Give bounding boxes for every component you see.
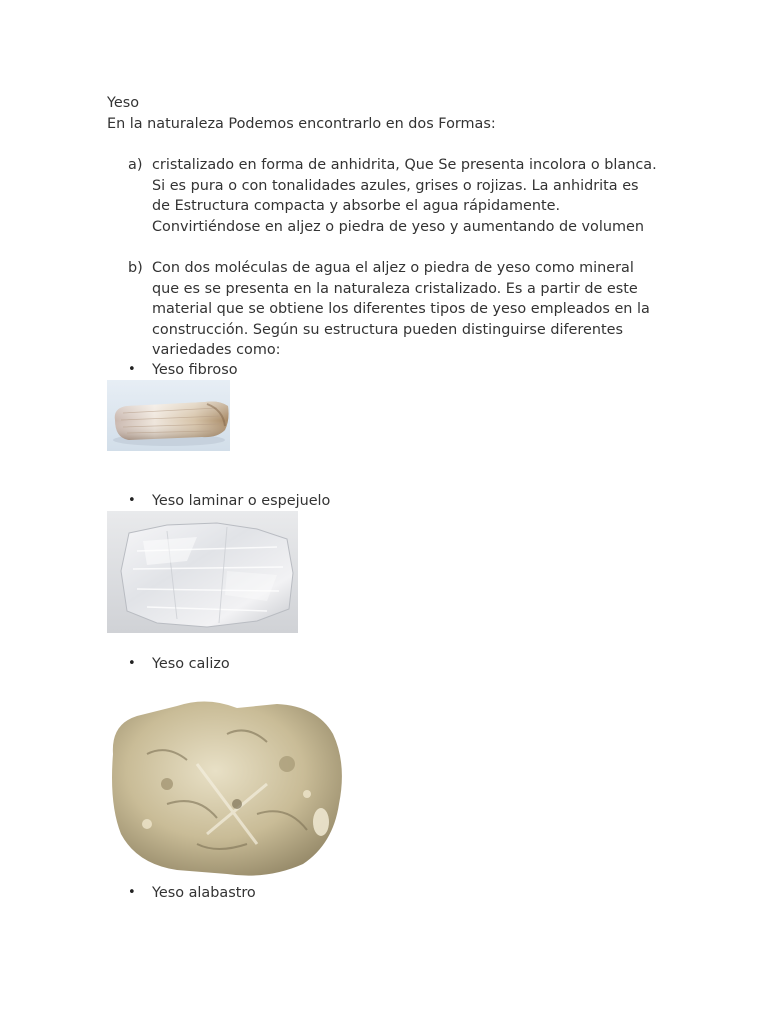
list-item-b-line: construcción. Según su estructura pueden distinguirse diferentes xyxy=(152,321,623,338)
list-marker-a: a) xyxy=(128,157,143,173)
yeso-laminar-image xyxy=(107,511,298,633)
intro-paragraph: En la naturaleza Podemos encontrarlo en dos Formas: xyxy=(107,116,496,132)
bullet-icon: • xyxy=(128,493,136,508)
variety-label-fibroso: Yeso fibroso xyxy=(152,362,238,378)
yeso-fibroso-image xyxy=(107,380,230,451)
list-item-a-line: cristalizado en forma de anhidrita, Que Se presenta incolora o blanca. xyxy=(152,157,657,173)
yeso-calizo-image xyxy=(107,694,352,883)
variety-label-alabastro: Yeso alabastro xyxy=(152,885,256,901)
list-item-a-line: Si es pura o con tonalidades azules, grises o rojizas. La anhidrita es xyxy=(152,177,639,194)
list-item-a-line: Convirtiéndose en aljez o piedra de yeso y aumentando de volumen xyxy=(152,218,644,235)
list-marker-b: b) xyxy=(128,260,143,276)
list-item-b-line: material que se obtiene los diferentes tipos de yeso empleados en la xyxy=(152,301,650,317)
list-item-b-line: Con dos moléculas de agua el aljez o piedra de yeso como mineral xyxy=(152,260,634,276)
list-item-a xyxy=(152,155,657,237)
list-item-a-line: de Estructura compacta y absorbe el agua rápidamente. xyxy=(152,198,561,214)
list-item-b-line: variedades como: xyxy=(152,342,281,358)
variety-label-laminar: Yeso laminar o espejuelo xyxy=(152,493,331,509)
variety-label-calizo: Yeso calizo xyxy=(152,656,230,672)
bullet-icon: • xyxy=(128,885,136,900)
bullet-icon: • xyxy=(128,362,136,377)
bullet-icon: • xyxy=(128,656,136,671)
document-title: Yeso xyxy=(107,95,140,111)
list-item-b xyxy=(152,258,650,361)
list-item-b-line: que es se presenta en la naturaleza cristalizado. Es a partir de este xyxy=(152,280,638,297)
